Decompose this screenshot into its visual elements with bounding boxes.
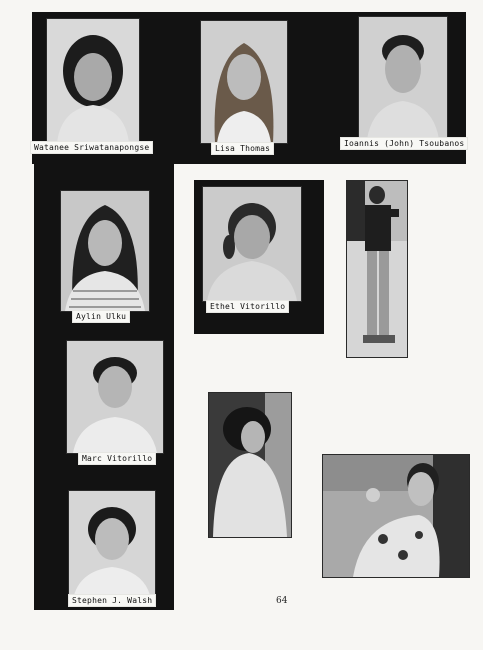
name-label: Aylin Ulku [72,310,130,323]
name-label: Watanee Sriwatanapongse [30,141,153,154]
photo-p2 [200,20,288,144]
photo-p3 [358,16,448,140]
photo-p10 [68,490,156,600]
name-label: Lisa Thomas [211,142,274,155]
photo-p9 [322,454,470,578]
photo-p6 [346,180,408,358]
page-number: 64 [276,596,288,606]
photo-p8 [208,392,292,538]
photo-p7 [66,340,164,454]
name-label: Stephen J. Walsh [68,594,156,607]
photo-p5 [202,186,302,302]
photo-p4 [60,190,150,312]
photo-p1 [46,18,140,144]
name-label: Ioannis (John) Tsoubanos [340,137,468,150]
name-label: Ethel Vitorillo [206,300,289,313]
name-label: Marc Vitorillo [78,452,156,465]
